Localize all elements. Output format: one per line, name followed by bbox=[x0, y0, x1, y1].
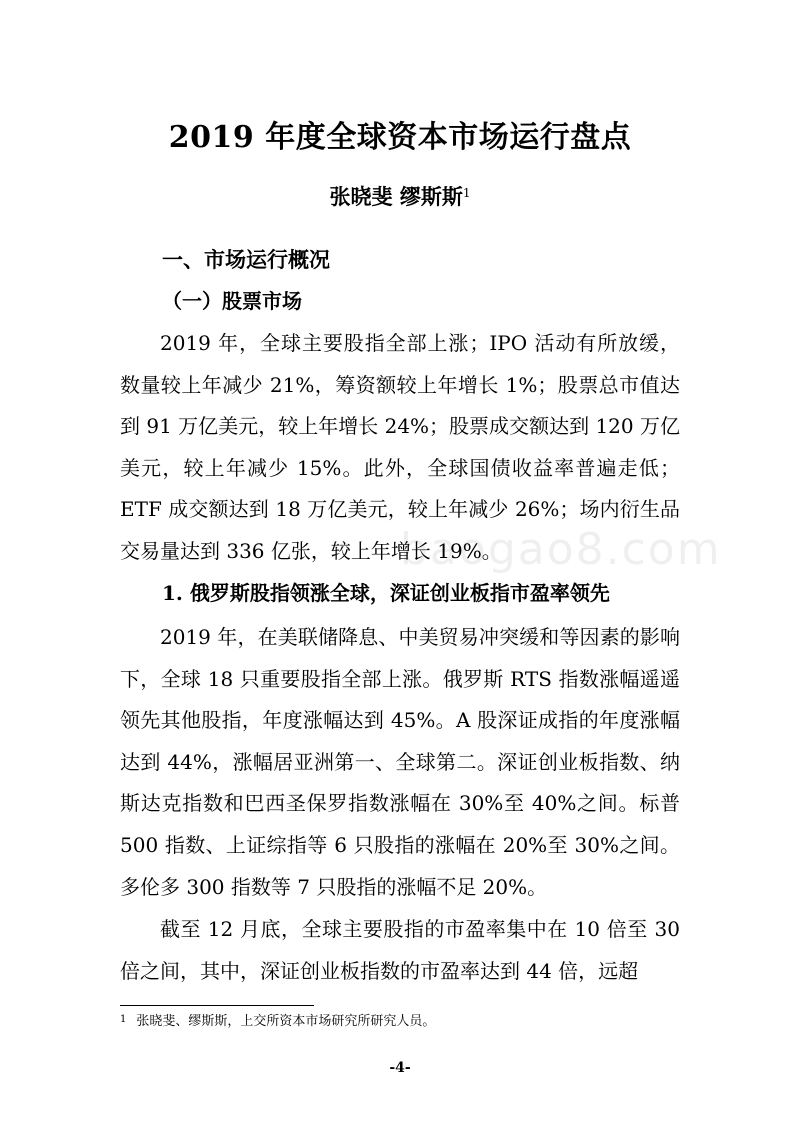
author-line bbox=[0, 182, 800, 212]
footnote bbox=[120, 1012, 680, 1032]
paragraph-3: 截至 12 月底，全球主要股指的市盈率集中在 10 倍至 30 倍之间，其中，深证创业板指数的市盈率达到 44 倍，远超 bbox=[120, 917, 680, 983]
page-number: -4- bbox=[389, 1060, 411, 1076]
footnote-divider bbox=[120, 1005, 314, 1006]
section-heading: 一、市场运行概况 bbox=[162, 247, 330, 272]
watermark: baogao8.com bbox=[400, 524, 722, 575]
author-names: 张晓斐 缪斯斯 bbox=[329, 184, 463, 209]
author-footnote-mark: 1 bbox=[462, 186, 471, 200]
item-heading-1: 1. 俄罗斯股指领涨全球，深证创业板指市盈率领先 bbox=[162, 581, 610, 605]
footnote-mark: 1 bbox=[120, 1014, 127, 1025]
paragraph-1: 2019 年，全球主要股指全部上涨；IPO 活动有所放缓，数量较上年减少 21%，筹资额较上年增长 1%；股票总市值达到 91 万亿美元，较上年增长 24%；股票成交额达到 120 万亿美元，较上年减少 15%。此外，全球国债收益率普遍走低；ETF 成交额达到 18 万亿美元，较上年减少 26%；场内衍生品交易量达到 336 亿张，较上年增长 19%。 bbox=[120, 331, 680, 563]
document-title: 2019 年度全球资本市场运行盘点 bbox=[168, 120, 632, 155]
footnote-text: 张晓斐、缪斯斯，上交所资本市场研究所研究人员。 bbox=[136, 1014, 436, 1029]
paragraph-2: 2019 年，在美联储降息、中美贸易冲突缓和等因素的影响下，全球 18 只重要股指全部上涨。俄罗斯 RTS 指数涨幅遥遥领先其他股指，年度涨幅达到 45%。A 股深证成指的年度涨幅达到 44%，涨幅居亚洲第一、全球第二。深证创业板指数、纳斯达克指数和巴西圣保罗指数涨幅在 30%至 40%之间。标普 500 指数、上证综指等 6 只股指的涨幅在 20%至 30%之间。多伦多 300 指数等 7 只股指的涨幅不足 20%。 bbox=[120, 625, 680, 899]
subsection-heading: （一）股票市场 bbox=[162, 289, 302, 313]
